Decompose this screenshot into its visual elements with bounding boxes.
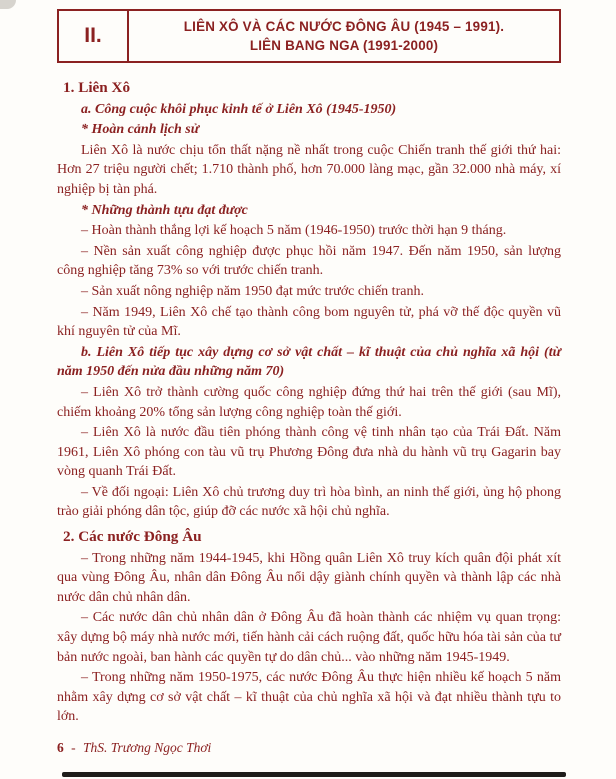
paragraph: – Sản xuất nông nghiệp năm 1950 đạt mức trước chiến tranh. bbox=[81, 283, 424, 299]
paragraph: – Năm 1949, Liên Xô chế tạo thành công bom nguyên tử, phá vỡ thế độc quyền vũ khí nguyên tử của Mĩ. bbox=[57, 304, 561, 340]
paragraph: Liên Xô là nước chịu tổn thất nặng nề nhất trong cuộc Chiến tranh thế giới thứ hai: Hơn 27 triệu người chết; 1.710 thành phố, hơn 70.000 làng mạc, gần 32.000 nhà máy, xí nghiệp bị tàn phá. bbox=[57, 142, 561, 197]
paragraph: – Hoàn thành thắng lợi kế hoạch 5 năm (1946-1950) trước thời hạn 9 tháng. bbox=[81, 223, 507, 239]
paragraph: – Liên Xô là nước đầu tiên phóng thành công vệ tinh nhân tạo của Trái Đất. Năm 1961, Liên Xô phóng con tàu vũ trụ Phương Đông đưa nhà du hành vũ trụ Gagarin bay vòng quanh Trái Đất. bbox=[57, 425, 561, 480]
paragraph: – Liên Xô trở thành cường quốc công nghiệp đứng thứ hai trên thế giới (sau Mĩ), chiếm khoảng 20% tổng sản lượng công nghiệp toàn thế giới. bbox=[57, 384, 561, 420]
subsection-heading: b. Liên Xô tiếp tục xây dựng cơ sở vật chất – kĩ thuật của chủ nghĩa xã hội (từ năm 1950 đến nửa đầu những năm 70) bbox=[57, 344, 561, 380]
note-heading: * Hoàn cảnh lịch sử bbox=[81, 122, 200, 138]
note-heading: * Những thành tựu đạt được bbox=[81, 202, 248, 218]
chapter-header bbox=[57, 9, 561, 63]
footer-separator: - bbox=[71, 740, 76, 755]
page-edge-bar bbox=[62, 772, 566, 777]
chapter-title-line1: LIÊN XÔ VÀ CÁC NƯỚC ĐÔNG ÂU (1945 – 1991). bbox=[183, 19, 505, 34]
chapter-number: II. bbox=[59, 11, 129, 61]
section-heading: 1. Liên Xô bbox=[63, 79, 131, 96]
section-heading: 2. Các nước Đông Âu bbox=[63, 528, 202, 546]
page-footer bbox=[57, 740, 561, 756]
paragraph: – Về đối ngoại: Liên Xô chủ trương duy trì hòa bình, an ninh thế giới, ủng hộ phong trào giải phóng dân tộc, giúp đỡ các nước xã hội chủ nghĩa. bbox=[57, 484, 561, 520]
document-body bbox=[57, 73, 561, 728]
chapter-title bbox=[129, 11, 559, 61]
paragraph: – Nền sản xuất công nghiệp được phục hồi năm 1947. Đến năm 1950, sản lượng công nghiệp tăng 73% so với trước chiến tranh. bbox=[57, 243, 561, 279]
chapter-title-line2: LIÊN BANG NGA (1991-2000) bbox=[249, 38, 439, 53]
footer-author: ThS. Trương Ngọc Thơi bbox=[83, 740, 212, 755]
page-number: 6 bbox=[57, 740, 64, 755]
paragraph: – Trong những năm 1944-1945, khi Hồng quân Liên Xô truy kích quân đội phát xít qua vùng Đông Âu, nhân dân Đông Âu nổi dậy giành chính quyền và thành lập các nhà nước dân chủ nhân dân. bbox=[57, 550, 561, 605]
subsection-heading: a. Công cuộc khôi phục kinh tế ở Liên Xô (1945-1950) bbox=[81, 101, 397, 117]
scan-artifact bbox=[0, 0, 16, 9]
paragraph: – Các nước dân chủ nhân dân ở Đông Âu đã hoàn thành các nhiệm vụ quan trọng: xây dựng bộ máy nhà nước mới, tiến hành cải cách ruộng đất, quốc hữu hóa tài sản của tư bản nước ngoài, ban hành các quyền tự do dân chủ... vào những năm 1945-1949. bbox=[57, 610, 561, 665]
paragraph: – Trong những năm 1950-1975, các nước Đông Âu thực hiện nhiều kế hoạch 5 năm nhằm xây dựng cơ sở vật chất – kĩ thuật của chủ nghĩa xã hội và đạt nhiều thành tựu to lớn. bbox=[57, 670, 561, 725]
